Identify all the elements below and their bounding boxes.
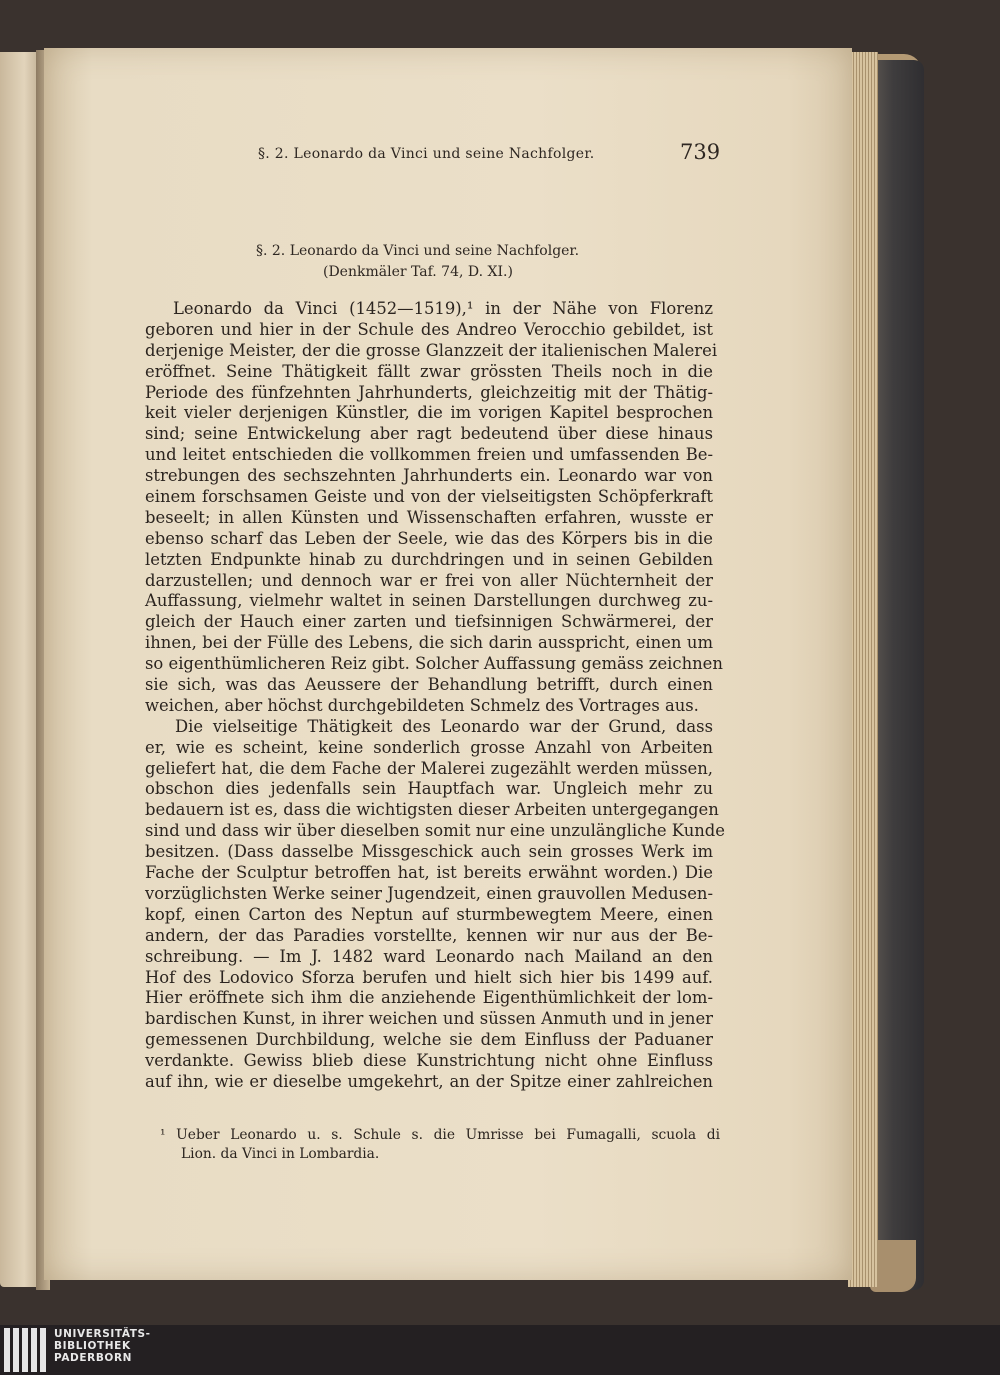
text-line: und leitet entschieden die vollkommen freien und umfassenden Be- <box>145 445 713 465</box>
text-line: vorzüglichsten Werke seiner Jugendzeit, einen grauvollen Medusen- <box>145 883 713 903</box>
text-line: strebungen des sechszehnten Jahrhunderts ein. Leonardo war von <box>145 466 713 486</box>
section-reference: (Denkmäler Taf. 74, D. XI.) <box>323 264 513 280</box>
text-line: letzten Endpunkte hinab zu durchdringen und in seinen Gebilden <box>145 549 713 569</box>
library-logo-text <box>54 1328 151 1364</box>
page-number: 739 <box>680 140 721 164</box>
text-line: verdankte. Gewiss blieb diese Kunstrichtung nicht ohne Einfluss <box>145 1051 713 1071</box>
library-name-line: PADERBORN <box>54 1352 133 1364</box>
text-line: besitzen. (Dass dasselbe Missgeschick auch sein grosses Werk im <box>145 842 713 862</box>
text-line: einem forschsamen Geiste und von der vielseitigsten Schöpferkraft <box>145 487 713 507</box>
text-line: gleich der Hauch einer zarten und tiefsinnigen Schwärmerei, der <box>145 612 713 632</box>
text-line: gemessenen Durchbildung, welche sie dem Einfluss der Paduaner <box>145 1030 713 1050</box>
text-line: Hof des Lodovico Sforza berufen und hielt sich hier bis 1499 auf. <box>145 967 713 987</box>
text-line: ebenso scharf das Leben der Seele, wie das des Körpers bis in die <box>145 528 713 548</box>
text-line: derjenige Meister, der die grosse Glanzzeit der italienischen Malerei <box>145 340 718 360</box>
text-line: bedauern ist es, dass die wichtigsten dieser Arbeiten untergegangen <box>145 800 719 820</box>
text-line: Periode des fünfzehnten Jahrhunderts, gleichzeitig mit der Thätig- <box>145 382 713 402</box>
text-line: andern, der das Paradies vorstellte, kennen wir nur aus der Be- <box>145 925 713 945</box>
text-line: geliefert hat, die dem Fache der Malerei zugezählt werden müssen, <box>145 758 713 778</box>
text-line: Auffassung, vielmehr waltet in seinen Darstellungen durchweg zu- <box>145 591 713 611</box>
library-logo-icon <box>4 1328 48 1372</box>
library-name-line: UNIVERSITÄTS- <box>54 1328 151 1340</box>
text-line: eröffnet. Seine Thätigkeit fällt zwar grössten Theils noch in die <box>145 361 713 381</box>
text-line: Die vielseitige Thätigkeit des Leonardo war der Grund, dass <box>175 716 713 736</box>
text-line: so eigenthümlicheren Reiz gibt. Solcher Auffassung gemäss zeichnen <box>145 654 723 674</box>
text-line: ihnen, bei der Fülle des Lebens, die sich darin ausspricht, einen um <box>145 633 713 653</box>
text-line: sind und dass wir über dieselben somit nur eine unzulängliche Kunde <box>145 821 725 841</box>
book-cover <box>872 60 924 1290</box>
text-line: sind; seine Entwickelung aber ragt bedeutend über diese hinaus <box>145 424 713 444</box>
text-line: geboren und hier in der Schule des Andreo Verocchio gebildet, ist <box>145 319 713 339</box>
footnote-line: ¹ Ueber Leonardo u. s. Schule s. die Umrisse bei Fumagalli, scuola di <box>160 1127 720 1143</box>
text-line: schreibung. — Im J. 1482 ward Leonardo nach Mailand an den <box>145 946 713 966</box>
text-line: obschon dies jedenfalls sein Hauptfach war. Ungleich mehr zu <box>145 779 713 799</box>
section-title: §. 2. Leonardo da Vinci und seine Nachfolger. <box>256 243 580 259</box>
text-line: auf ihn, wie er dieselbe umgekehrt, an der Spitze einer zahlreichen <box>145 1071 713 1091</box>
text-line: sie sich, was das Aeussere der Behandlung betrifft, durch einen <box>145 675 713 695</box>
text-line: darzustellen; und dennoch war er frei von aller Nüchternheit der <box>145 570 713 590</box>
footnote-line: Lion. da Vinci in Lombardia. <box>181 1146 380 1162</box>
text-line: keit vieler derjenigen Künstler, die im vorigen Kapitel besprochen <box>145 403 713 423</box>
text-line: Fache der Sculptur betroffen hat, ist bereits erwähnt worden.) Die <box>145 863 713 883</box>
footnote <box>160 1126 720 1164</box>
running-head: §. 2. Leonardo da Vinci und seine Nachfolger. <box>258 146 595 162</box>
text-line: er, wie es scheint, keine sonderlich grosse Anzahl von Arbeiten <box>145 737 713 757</box>
text-line: Leonardo da Vinci (1452—1519),¹ in der Nähe von Florenz <box>173 299 713 318</box>
text-line: beseelt; in allen Künsten und Wissenschaften erfahren, wusste er <box>145 507 713 527</box>
text-line: kopf, einen Carton des Neptun auf sturmbewegtem Meere, einen <box>145 904 713 924</box>
library-name-line: BIBLIOTHEK <box>54 1340 131 1352</box>
text-line: weichen, aber höchst durchgebildeten Schmelz des Vortrages aus. <box>145 695 699 715</box>
text-line: bardischen Kunst, in ihrer weichen und süssen Anmuth und in jener <box>145 1009 713 1029</box>
page-edges <box>848 52 878 1287</box>
body-text <box>145 299 725 1093</box>
text-line: Hier eröffnete sich ihm die anziehende Eigenthümlichkeit der lom- <box>145 988 713 1008</box>
